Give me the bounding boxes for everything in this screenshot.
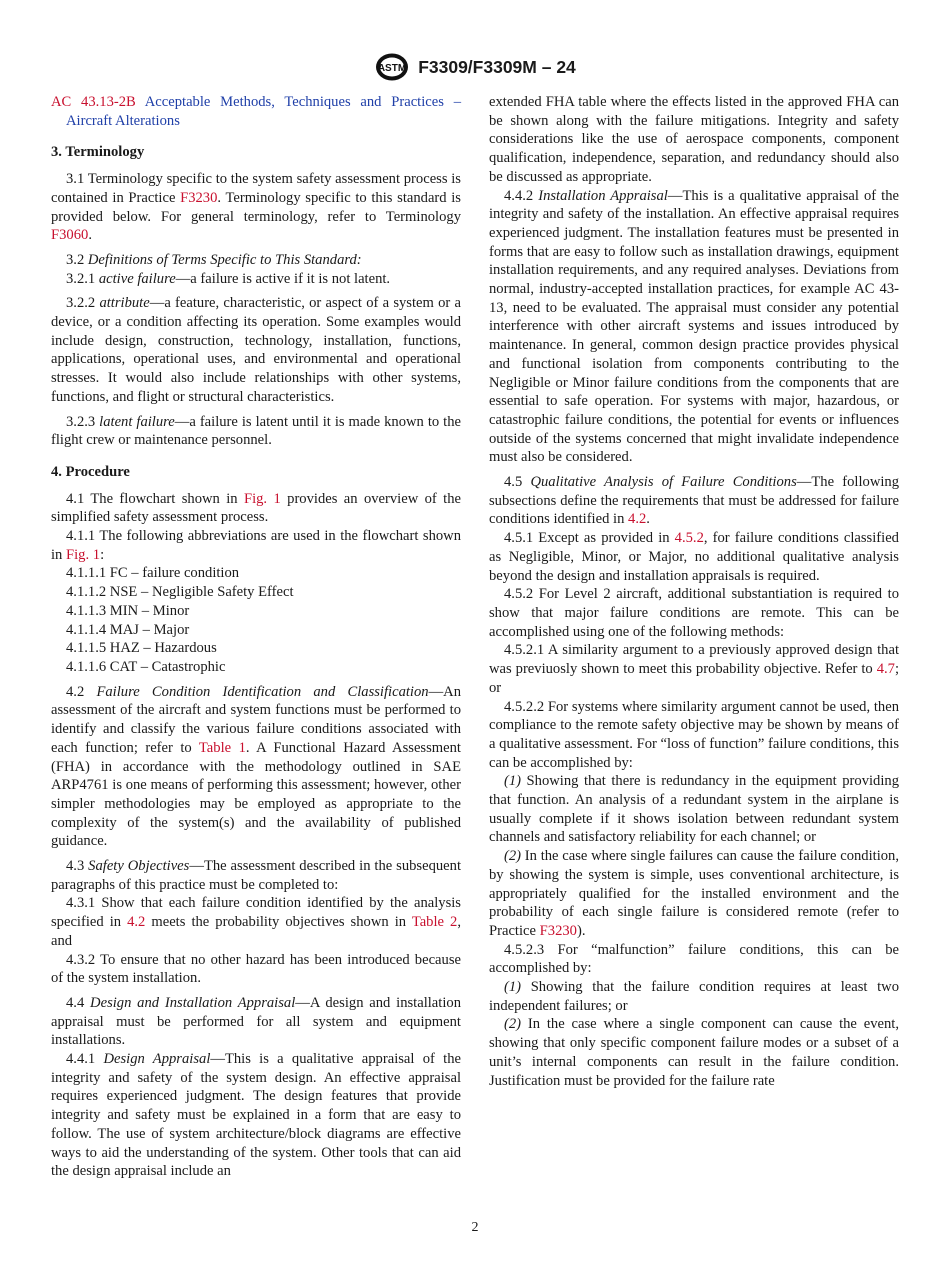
link-f3230[interactable]: F3230 bbox=[180, 189, 218, 206]
paragraph-4-3-2: 4.3.2 To ensure that no other hazard has been introduced because of the system installation. bbox=[51, 951, 461, 987]
paragraph-4-5-2-1: 4.5.2.1 A similarity argument to a previously approved design that was previuosly shown to meet this probability objective. Refer to 4.7; or bbox=[489, 642, 899, 696]
astm-logo-icon bbox=[374, 52, 410, 82]
section-heading-terminology: 3. Terminology bbox=[51, 144, 145, 161]
link-fig-1[interactable]: Fig. 1 bbox=[243, 490, 281, 507]
paragraph-4-5-2-3-2: (2) In the case where a single component can cause the event, showing that only specific component failure modes or a subset of a unit’s internal components can result in the failure condition. Justification must be provided for the failure rate bbox=[489, 1016, 899, 1089]
link-table-1[interactable]: Table 1 bbox=[198, 739, 246, 756]
page-header bbox=[0, 52, 950, 82]
paragraph-4-1: 4.1 The flowchart shown in Fig. 1 provides an overview of the simplified safety assessment process. bbox=[51, 490, 461, 526]
link-4-5-2[interactable]: 4.5.2 bbox=[674, 530, 704, 547]
link-f3060[interactable]: F3060 bbox=[51, 227, 89, 244]
link-f3230[interactable]: F3230 bbox=[539, 922, 577, 939]
paragraph-4-4-1: 4.4.1 Design Appraisal—This is a qualitative appraisal of the integrity and safety of the system design. An effective appraisal requires experienced judgment. The design features that provide integrity and safety must be explained in a form that are easy to follow. The use of system architecture/block diagrams are effective ways to aid the understanding of the system. Other tools that can aid the design appraisal include an bbox=[51, 1051, 461, 1180]
reference-entry bbox=[51, 93, 461, 130]
list-item: 4.1.1.6 CAT – Catastrophic bbox=[66, 658, 226, 675]
paragraph-4-5-2-3: 4.5.2.3 For “malfunction” failure conditions, this can be accomplished by: bbox=[489, 941, 899, 977]
right-column bbox=[489, 93, 899, 1090]
reference-code[interactable]: AC 43.13-2B bbox=[51, 94, 136, 110]
document-designation: F3309/F3309M – 24 bbox=[418, 56, 576, 77]
left-column bbox=[51, 93, 461, 1181]
list-item: 4.1.1.2 NSE – Negligible Safety Effect bbox=[66, 584, 294, 601]
link-table-2[interactable]: Table 2 bbox=[411, 914, 458, 931]
paragraph-3-2: 3.2 Definitions of Terms Specific to This Standard: bbox=[66, 251, 362, 268]
reference-title[interactable]: Acceptable Methods, Techniques and Practices – Aircraft Alterations bbox=[66, 94, 461, 129]
paragraph-4-1-1: 4.1.1 The following abbreviations are used in the flowchart shown in Fig. 1: bbox=[51, 528, 461, 563]
paragraph-4-5-2-3-1: (1) Showing that the failure condition requires at least two independent failures; or bbox=[489, 979, 899, 1014]
link-4-2[interactable]: 4.2 bbox=[628, 511, 647, 528]
paragraph-4-5-1: 4.5.1 Except as provided in 4.5.2, for failure conditions classified as Negligible, Minor, or Major, no additional qualitative analysis beyond the design and installation appraisals is required. bbox=[489, 530, 899, 584]
paragraph-4-5-2: 4.5.2 For Level 2 aircraft, additional substantiation is required to show that major failure conditions are remote. This can be accomplished using one of the following methods: bbox=[489, 586, 899, 640]
paragraph-3-2-3: 3.2.3 latent failure—a failure is latent until it is made known to the flight crew or maintenance personnel. bbox=[51, 413, 461, 449]
paragraph-4-3-1: 4.3.1 Show that each failure condition identified by the analysis specified in 4.2 meets the probability objectives shown in Table 2, and bbox=[51, 895, 461, 949]
paragraph-4-5-2-2-2: (2) In the case where single failures can cause the failure condition, by showing the system is simple, uses conventional architecture, is appropriately qualified for the installed environment and the probability of each single failure is considered remote (refer to Practice F3230). bbox=[489, 848, 899, 939]
logo-text: ASTM bbox=[378, 63, 407, 74]
paragraph-4-4-2: 4.4.2 Installation Appraisal—This is a qualitative appraisal of the integrity and safety of the installation. An effective appraisal requires experienced judgment. The installation features must be presented in forms that are easy to follow such as installation drawings, equipment installation requirements, and any required analyses. Deviations from normal, industry-accepted installation practices, for example AC 43-13, need to be evaluated. The appraisal must consider any potential interference with other aircraft systems and issues introduced by maintenance. In general, common design practice provides physical and functional isolation from components contributing to the Negligible or Minor failure conditions from the components that are essential to safe operation. For systems with major, hazardous, or catastrophic failure conditions, the potential for events or influences outside of the systems concerned that might invalidate independence must also be considered. bbox=[489, 187, 899, 466]
section-heading-procedure: 4. Procedure bbox=[51, 463, 130, 480]
list-item: 4.1.1.3 MIN – Minor bbox=[66, 602, 190, 619]
link-4-7[interactable]: 4.7 bbox=[876, 661, 895, 678]
link-4-2[interactable]: 4.2 bbox=[127, 914, 146, 931]
link-fig-1[interactable]: Fig. 1 bbox=[66, 546, 101, 563]
paragraph-3-2-2: 3.2.2 attribute—a feature, characteristic, or aspect of a system or a device, or a condition affecting its operation. Some examples would include design, construction, technology, installation, functions, applications, operational uses, and environmental and operational stresses. It would also include relationships with other systems, functions, and flight or structural characteristics. bbox=[51, 295, 461, 405]
list-item: 4.1.1.4 MAJ – Major bbox=[66, 621, 190, 638]
paragraph-3-2-1: 3.2.1 active failure—a failure is active if it is not latent. bbox=[66, 270, 391, 287]
paragraph-4-2: 4.2 Failure Condition Identification and Classification—An assessment of the aircraft and system functions must be performed to identify and classify the various failure conditions associated with each function; refer to Table 1. A Functional Hazard Assessment (FHA) in accordance with the methodology outlined in SAE ARP4761 is one means of performing this assessment; however, other simpler methodologies may be employed as appropriate to the complexity of the system(s) and the availability of published guidance. bbox=[51, 683, 462, 850]
paragraph-4-3: 4.3 Safety Objectives—The assessment described in the subsequent paragraphs of this practice must be completed to: bbox=[51, 858, 462, 893]
page-number: 2 bbox=[471, 1220, 479, 1235]
paragraph-continuation: extended FHA table where the effects listed in the approved FHA can be shown along with the failure mitigations. Integrity and safety considerations like the use of aerospace components, component qualification, independence, separation, and redundancy should also be discussed as appropriate. bbox=[489, 94, 899, 185]
list-item: 4.1.1.1 FC – failure condition bbox=[66, 565, 240, 582]
paragraph-4-5: 4.5 Qualitative Analysis of Failure Conditions—The following subsections define the requirements that must be addressed for failure conditions identified in 4.2. bbox=[489, 474, 900, 528]
paragraph-3-1: 3.1 Terminology specific to the system safety assessment process is contained in Practice F3230. Terminology specific to this standard is provided below. For general terminology, refer to Terminology F3060. bbox=[51, 171, 461, 244]
list-item: 4.1.1.5 HAZ – Hazardous bbox=[66, 640, 217, 657]
paragraph-4-4: 4.4 Design and Installation Appraisal—A design and installation appraisal must be performed for all system and equipment installations. bbox=[51, 994, 461, 1049]
paragraph-4-5-2-2-1: (1) Showing that there is redundancy in the equipment providing that function. An analysis of a redundant system in the airplane is usually complete if it shows isolation between redundant system channels and satisfactory reliability for each channel; or bbox=[489, 773, 899, 846]
paragraph-4-5-2-2: 4.5.2.2 For systems where similarity argument cannot be used, then compliance to the remote safety objective may be shown by means of a qualitative assessment. For “loss of function” failure conditions, this can be accomplished by: bbox=[489, 698, 899, 771]
